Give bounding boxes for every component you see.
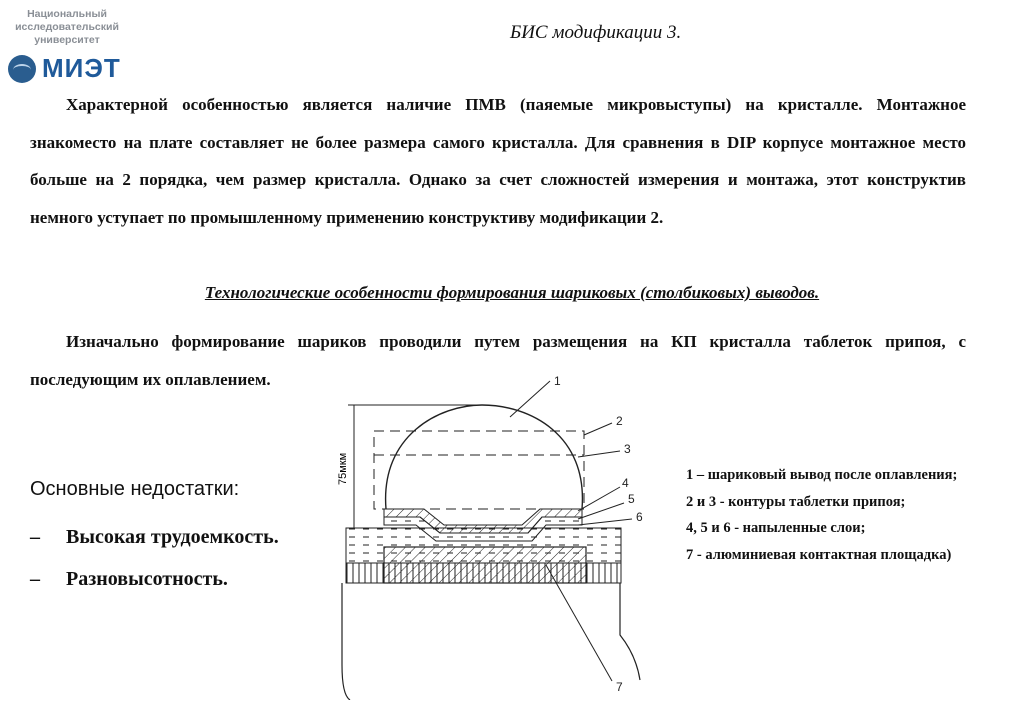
callout-number: 6 xyxy=(636,510,643,524)
disadvantage-text: Разновысотность. xyxy=(66,568,228,590)
disadvantage-text: Высокая трудоемкость. xyxy=(66,526,279,548)
logo-emblem-icon xyxy=(8,55,36,83)
dimension-label: 75мкм xyxy=(337,452,349,485)
solder-bump-diagram xyxy=(320,365,650,700)
callout-leader-2 xyxy=(584,423,612,435)
legend-item: 2 и 3 - контуры таблетки припоя; xyxy=(686,493,906,510)
logo-line-3: университет xyxy=(34,34,100,46)
callout-number: 1 xyxy=(554,374,561,388)
section-subtitle-text: Технологические особенности формирования шариковых (столбиковых) выводов. xyxy=(204,283,820,302)
list-dash: – xyxy=(30,568,40,590)
callout-number: 4 xyxy=(622,476,629,490)
intro-paragraph: Характерной особенностью является наличие ПМВ (паяемые микровыступы) на кристалле. Монтажное знакоместо на плате составляет не более размера самого кристалла. Для сравнения в DIP корпусе монтажное место больше на 2 порядка, чем размер кристалла. Однако за счет сложностей измерения и монтажа, этот конструктив немного уступает по промышленному применению конструктиву модификации 2. xyxy=(30,95,966,227)
section-subtitle xyxy=(0,283,1024,303)
callout-leader-5 xyxy=(578,503,624,519)
callout-leader-6 xyxy=(578,519,632,525)
diagram-legend xyxy=(686,466,983,572)
legend-item: 1 – шариковый вывод после оплавления; xyxy=(686,467,958,483)
logo-line-1: Национальный xyxy=(27,8,107,20)
callout-leader-1 xyxy=(510,381,550,417)
solder-ball xyxy=(386,405,583,509)
legend-item: 7 - алюминиевая контактная площадка) xyxy=(686,546,952,563)
logo-name: МИЭТ xyxy=(42,53,121,83)
list-dash: – xyxy=(30,526,40,548)
disadvantage-item xyxy=(30,568,228,591)
disadvantages-title: Основные недостатки: xyxy=(30,478,240,500)
solder-tablet-contour-2 xyxy=(374,431,584,509)
substrate-right-edge xyxy=(620,583,640,680)
substrate-left-edge xyxy=(342,583,350,700)
logo-line-2: исследовательский xyxy=(15,21,119,33)
callout-number: 2 xyxy=(616,414,623,428)
method-paragraph: Изначально формирование шариков проводили путем размещения на КП кристалла таблеток припоя, с последующим их оплавлением. xyxy=(30,332,966,389)
callout-number: 5 xyxy=(628,492,635,506)
aluminum-pad xyxy=(384,547,586,583)
page-title: БИС модификации 3. xyxy=(510,22,682,43)
disadvantage-item xyxy=(30,526,279,549)
callout-number: 3 xyxy=(624,442,631,456)
callout-number: 7 xyxy=(616,680,623,694)
university-logo xyxy=(8,8,148,84)
legend-item: 4, 5 и 6 - напыленные слои; xyxy=(686,520,866,536)
